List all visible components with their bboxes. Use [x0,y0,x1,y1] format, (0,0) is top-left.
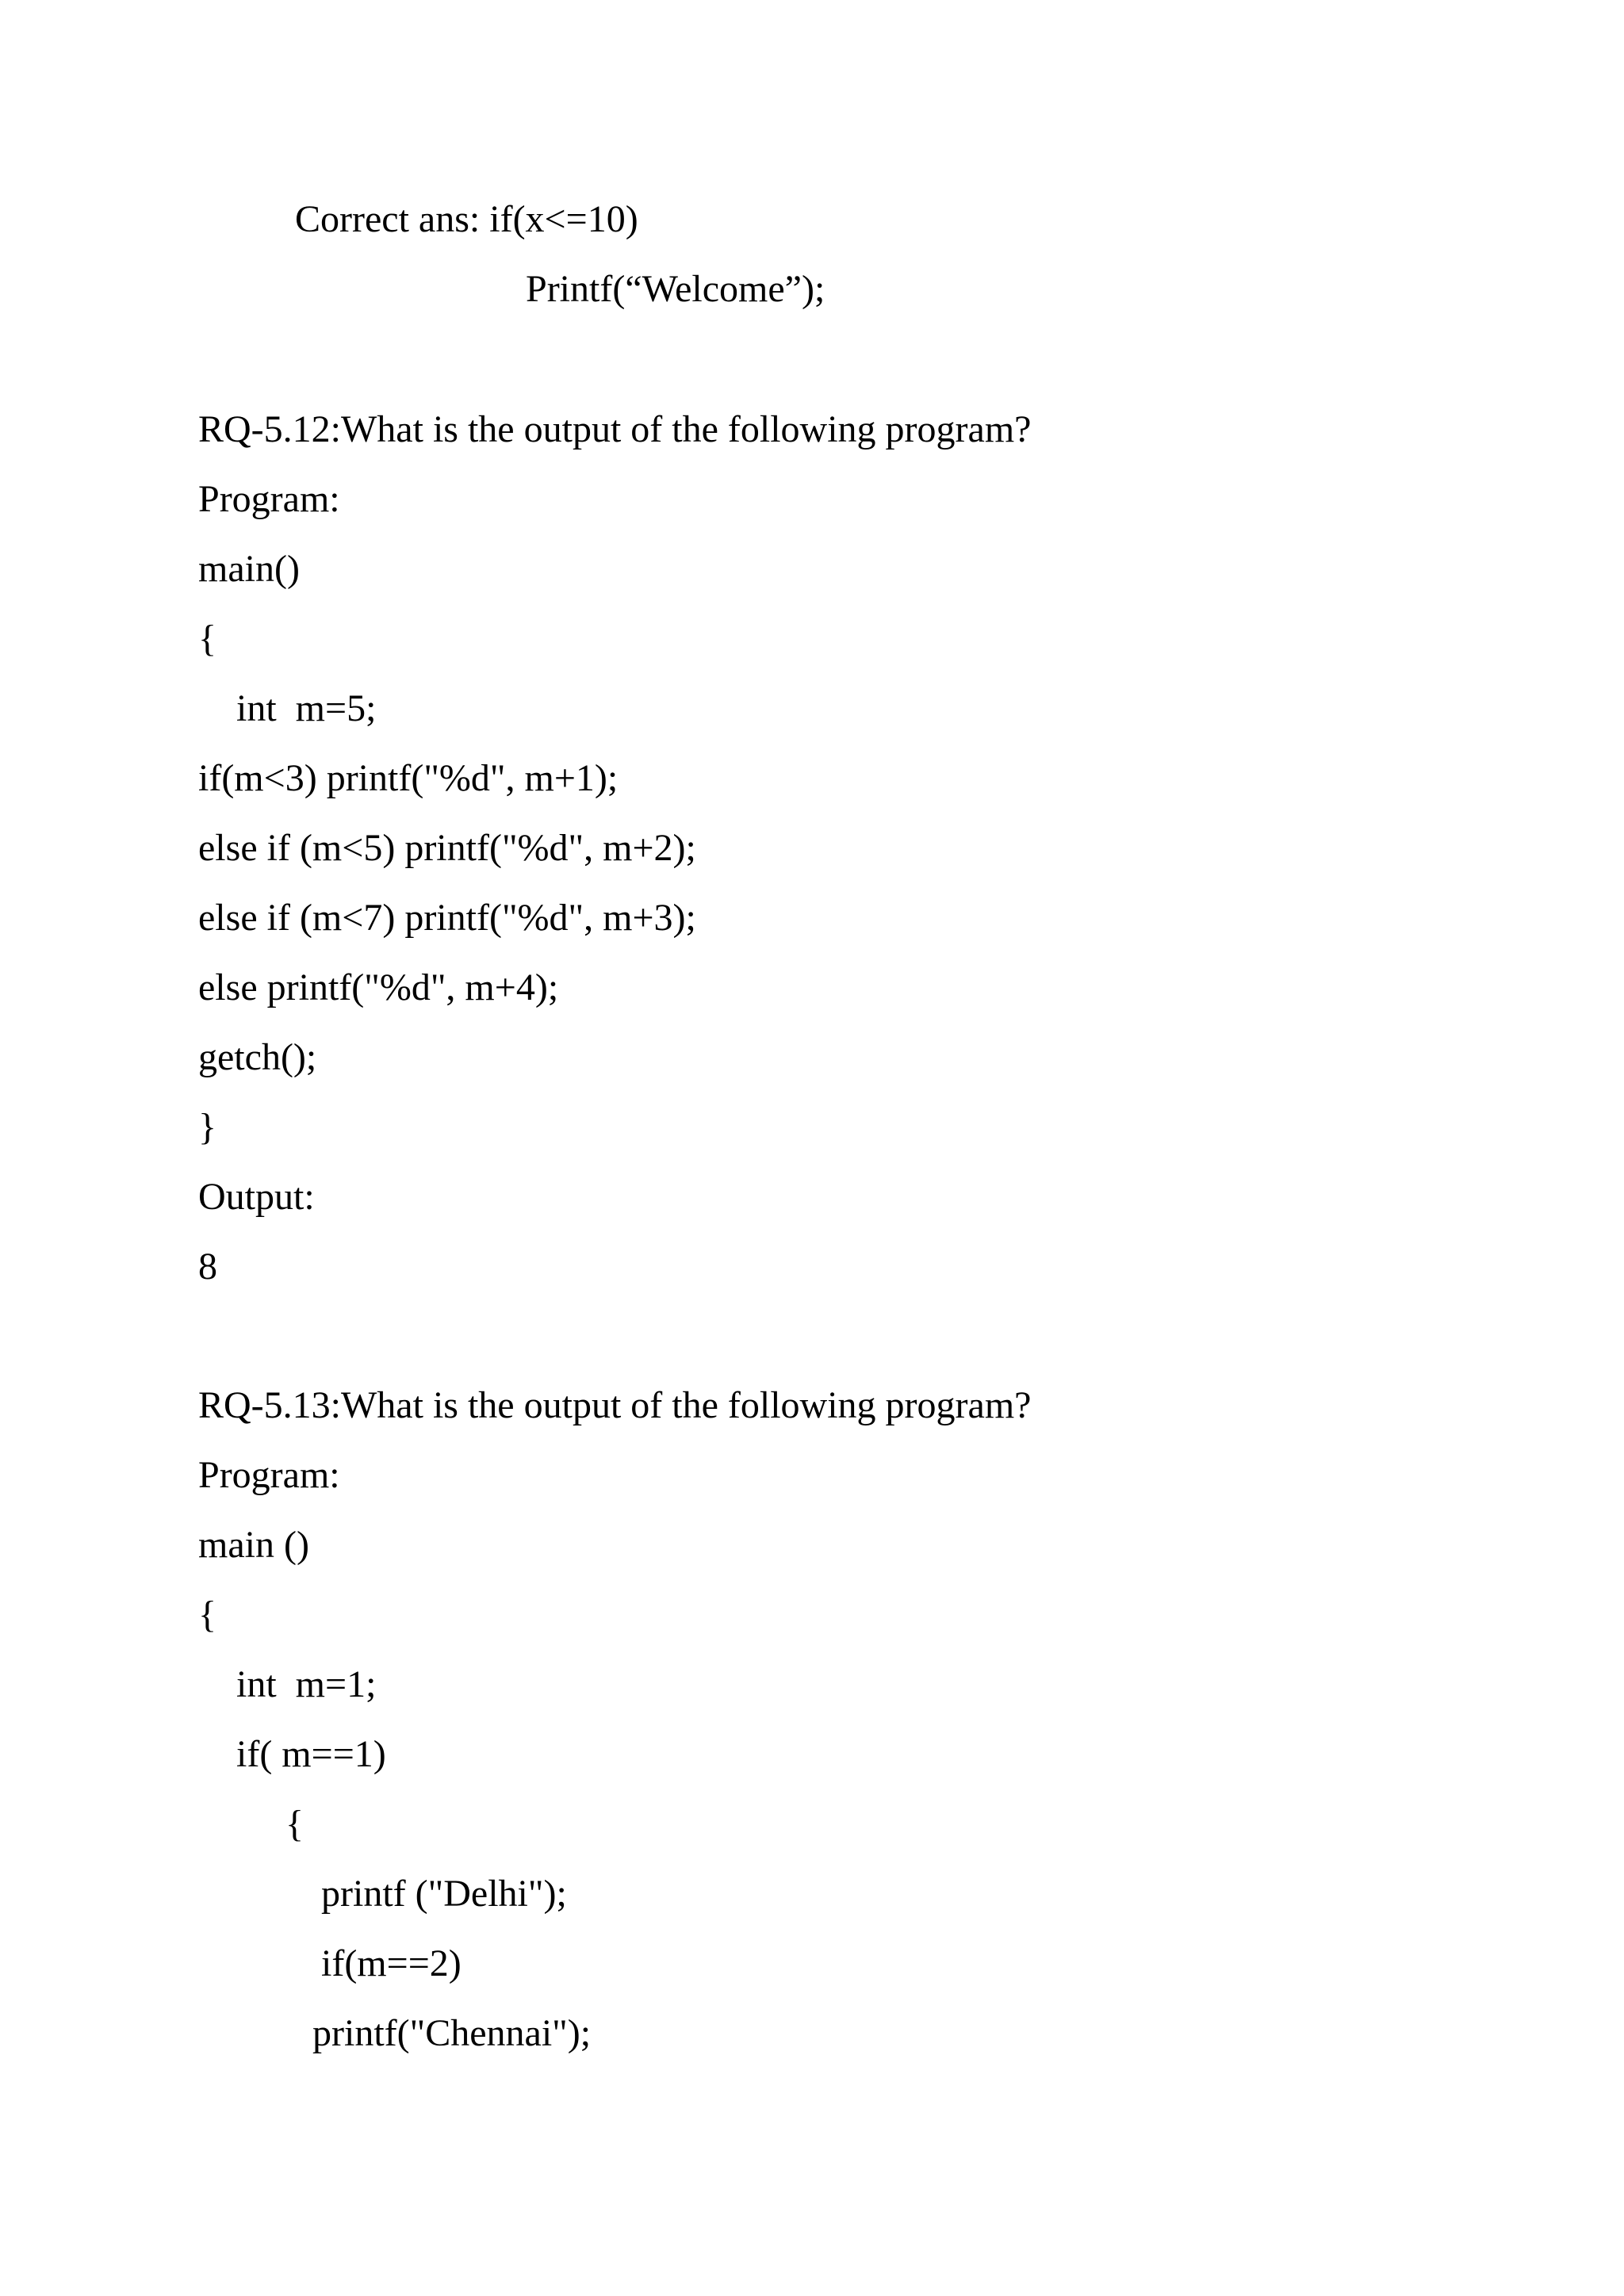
code-line: if(m==2) [321,1942,462,1984]
question-5-13-heading: RQ-5.13:What is the output of the following program? [198,1384,1032,1426]
output-value: 8 [198,1246,217,1288]
code-line: { [285,1803,304,1845]
correct-answer-printf-line: Printf(“Welcome”); [526,268,825,310]
code-line: { [198,618,217,660]
correct-answer-line: Correct ans: if(x<=10) [295,198,638,240]
code-line: if( m==1) [236,1733,386,1775]
question-5-12-heading: RQ-5.12:What is the output of the following program? [198,408,1032,450]
code-line: else if (m<5) printf("%d", m+2); [198,827,696,869]
code-line: else printf("%d", m+4); [198,966,559,1008]
output-label: Output: [198,1176,315,1218]
code-line: int m=5; [236,687,377,729]
code-line: main() [198,548,300,590]
code-line: printf("Chennai"); [312,2012,592,2054]
code-line: else if (m<7) printf("%d", m+3); [198,897,696,939]
code-line: } [198,1106,217,1148]
code-line: { [198,1594,217,1636]
code-line: printf ("Delhi"); [321,1873,567,1915]
code-line: getch(); [198,1036,317,1078]
code-line: int m=1; [236,1663,377,1705]
code-line: main () [198,1524,309,1566]
program-label: Program: [198,1454,340,1496]
program-label: Program: [198,478,340,520]
code-line: if(m<3) printf("%d", m+1); [198,757,619,799]
